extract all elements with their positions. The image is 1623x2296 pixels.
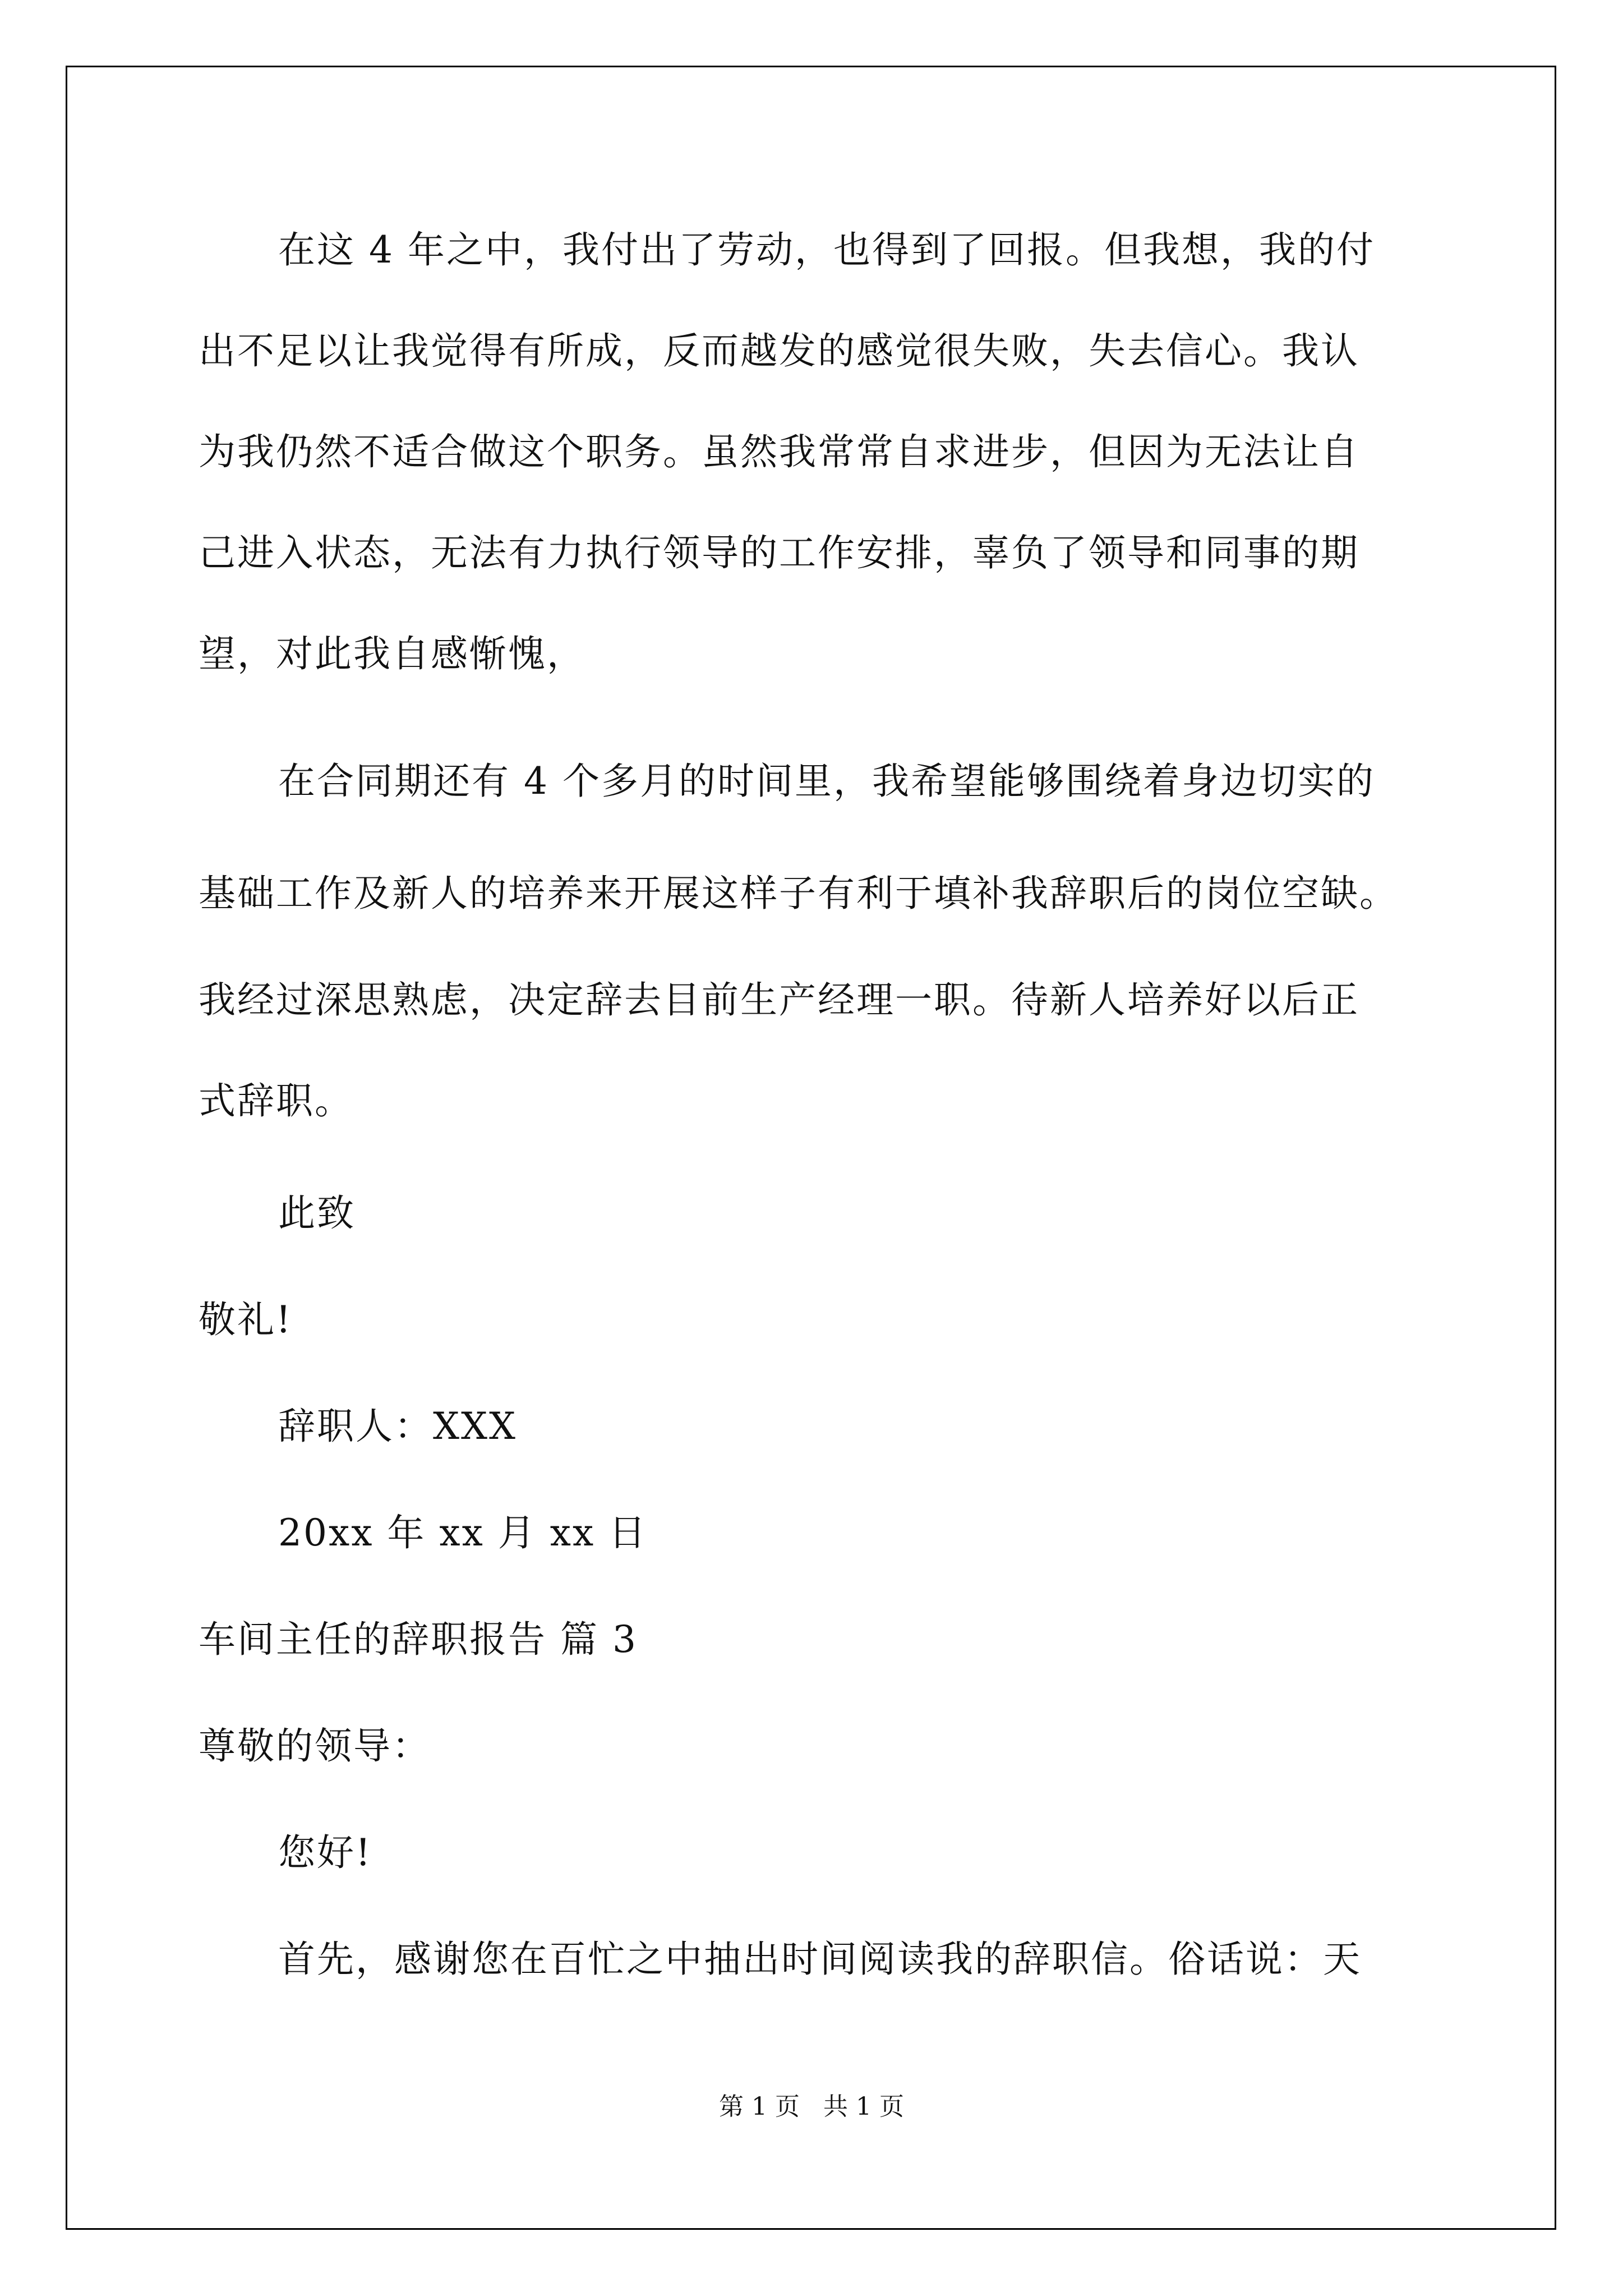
paragraph-2-line-3: 我经过深思熟虑，决定辞去目前生产经理一职。待新人培养好以后正 [199, 978, 1359, 1022]
paragraph-1-line-4: 己进入状态，无法有力执行领导的工作安排，辜负了领导和同事的期 [199, 531, 1359, 574]
paragraph-1-line-1: 在这 4 年之中，我付出了劳动，也得到了回报。但我想，我的付 [278, 228, 1375, 272]
date-line: 20xx 年 xx 月 xx 日 [278, 1511, 648, 1554]
paragraph-2-line-1: 在合同期还有 4 个多月的时间里，我希望能够围绕着身边切实的 [278, 760, 1375, 803]
closing-jingli: 敬礼! [199, 1298, 293, 1341]
closing-zhici: 此致 [278, 1191, 356, 1235]
signer-line: 辞职人：XXX [278, 1405, 517, 1448]
paragraph-1-line-3: 为我仍然不适合做这个职务。虽然我常常自求进步，但因为无法让自 [199, 430, 1359, 473]
paragraph-1-line-5: 望，对此我自感惭愧， [199, 632, 585, 675]
salutation: 尊敬的领导： [199, 1724, 431, 1768]
paragraph-3-line-1: 首先，感谢您在百忙之中抽出时间阅读我的辞职信。俗话说：天 [278, 1938, 1362, 1981]
page-footer: 第 1 页 共 1 页 [719, 2092, 904, 2121]
greeting: 您好! [278, 1831, 372, 1874]
section-title: 车间主任的辞职报告 篇 3 [199, 1618, 638, 1661]
paragraph-1-line-2: 出不足以让我觉得有所成，反而越发的感觉很失败，失去信心。我认 [199, 329, 1359, 372]
paragraph-2-line-2: 基础工作及新人的培养来开展这样子有利于填补我辞职后的岗位空缺。 [199, 872, 1398, 915]
page-border [66, 66, 1556, 2230]
paragraph-2-line-4: 式辞职。 [199, 1079, 353, 1122]
